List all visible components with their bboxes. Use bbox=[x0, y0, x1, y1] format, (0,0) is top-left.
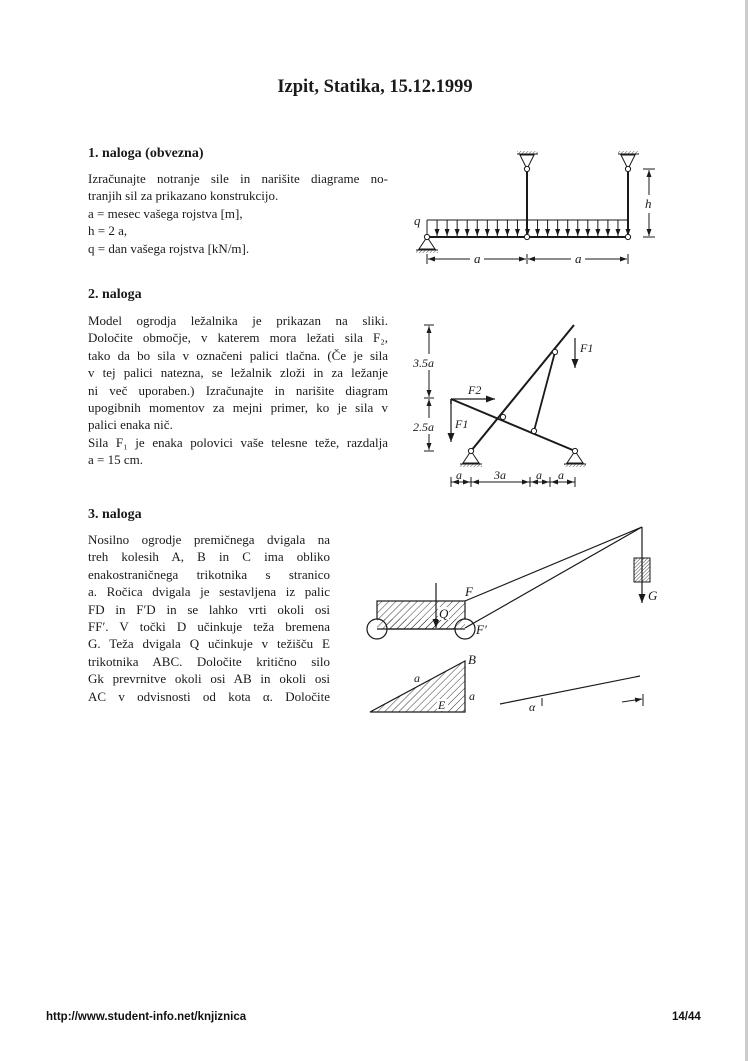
load-weight bbox=[634, 558, 650, 582]
task3-line: a. Ročica dvigala je sestavljena iz palic bbox=[88, 584, 330, 600]
base-triangle bbox=[370, 661, 465, 712]
task2-line: Sila F₁ je enaka polovici vaše telesne teže, razdalja bbox=[88, 434, 388, 450]
task1-line: a = mesec vašega rojstva [m], bbox=[88, 205, 243, 221]
label-F1-right: F1 bbox=[580, 341, 594, 355]
label-F1-left: F1 bbox=[455, 417, 469, 431]
label-q: q bbox=[414, 213, 421, 228]
boom-plan-line bbox=[500, 676, 640, 704]
dim-3-5a: 3.5a bbox=[413, 356, 434, 370]
task3-line: trikotnika ABC. Določite kritično silo bbox=[88, 653, 330, 669]
dim-a: a bbox=[558, 468, 564, 482]
label-a-side: a bbox=[469, 689, 475, 703]
task2-line: ni več uporaben.) Izračunajte in narišite diagram bbox=[88, 382, 388, 398]
bar-strut bbox=[534, 352, 555, 431]
hinge bbox=[424, 234, 429, 239]
label-F: F bbox=[465, 584, 473, 599]
task3-line: treh kolesih A, B in C ima obliko bbox=[88, 549, 330, 565]
dim-a: a bbox=[536, 468, 542, 482]
task1-line: Izračunajte notranje sile in narišite diagrame no- bbox=[88, 171, 388, 186]
dimension-horizontal bbox=[451, 477, 575, 487]
task1-line: q = dan vašega rojstva [kN/m]. bbox=[88, 240, 250, 256]
label-a-side: a bbox=[414, 671, 420, 685]
hinge bbox=[625, 234, 630, 239]
footer-page-number: 14/44 bbox=[672, 1011, 701, 1023]
label-Q: Q bbox=[439, 606, 449, 621]
task3-heading: 3. naloga bbox=[88, 507, 142, 522]
figure-1-beam-diagram bbox=[414, 151, 655, 266]
task3-line: Gk prevrnitve okoli osi AB in okoli osi bbox=[88, 671, 330, 687]
task1-line: h = 2 a, bbox=[88, 223, 128, 239]
task2-line: palici enaka nič. bbox=[88, 417, 173, 433]
load-arrows bbox=[437, 220, 628, 236]
label-F-prime: F′ bbox=[476, 622, 487, 637]
task1-line: tranjih sil za prikazano konstrukcijo. bbox=[88, 188, 279, 204]
bar-seat bbox=[451, 399, 575, 451]
task3-line: Nosilno ogrodje premičnega dvigala na bbox=[88, 532, 330, 547]
hinge bbox=[552, 349, 557, 354]
task2-line: Določite območje, v katerem mora ležati sila F₂, bbox=[88, 330, 388, 346]
task2-line: v tej palici natezna, se ležalnik zloži in za ležanje bbox=[88, 365, 388, 381]
label-alpha: α bbox=[529, 700, 536, 714]
task2-line: upogibnih momentov za mejni primer, ko je sila v bbox=[88, 400, 388, 416]
task2-heading: 2. naloga bbox=[88, 287, 142, 302]
bar-FD bbox=[465, 527, 642, 601]
task2-line: a = 15 cm. bbox=[88, 452, 143, 468]
task2-line: Model ogrodja ležalnika je prikazan na sliki. bbox=[88, 313, 388, 328]
label-h: h bbox=[645, 196, 652, 211]
footer-url[interactable]: http://www.student-info.net/knjiznica bbox=[46, 1011, 247, 1023]
task3-line: G. Teža dvigala Q učinkuje v težišču E bbox=[88, 636, 330, 652]
dimension-a bbox=[427, 254, 628, 264]
dim-2-5a: 2.5a bbox=[413, 420, 434, 434]
dim-3a: 3a bbox=[494, 468, 506, 482]
label-E: E bbox=[438, 698, 446, 712]
task1-heading: 1. naloga (obvezna) bbox=[88, 146, 204, 161]
bar-F-prime-D bbox=[465, 527, 642, 628]
task3-line: FD in F′D in se lahko vrti okoli osi bbox=[88, 601, 330, 617]
label-B: B bbox=[468, 652, 476, 667]
page-title: Izpit, Statika, 15.12.1999 bbox=[277, 77, 473, 97]
hinge bbox=[500, 414, 505, 419]
hinge bbox=[524, 166, 529, 171]
task3-line: FF′. V točki D učinkuje teža bremena bbox=[88, 619, 330, 635]
label-a: a bbox=[474, 251, 481, 266]
task3-line: AC v odvisnosti od kota α. Določite bbox=[88, 688, 330, 704]
hinge bbox=[625, 166, 630, 171]
pin-support-left bbox=[460, 448, 482, 467]
hinge bbox=[524, 234, 529, 239]
task2-line: tako da bo sila v označeni palici tlačna. (Če je sila bbox=[88, 347, 388, 363]
figure-3-crane bbox=[367, 527, 658, 714]
label-a: a bbox=[575, 251, 582, 266]
dim-a: a bbox=[456, 468, 462, 482]
figure-2-lounger-frame bbox=[412, 325, 593, 487]
pin-support-right bbox=[564, 448, 586, 467]
label-F2: F2 bbox=[468, 383, 482, 397]
bar-main bbox=[471, 325, 574, 451]
task3-line: enakostraničnega trikotnika s stranico bbox=[88, 566, 330, 582]
hinge bbox=[531, 428, 536, 433]
label-G: G bbox=[648, 588, 658, 603]
